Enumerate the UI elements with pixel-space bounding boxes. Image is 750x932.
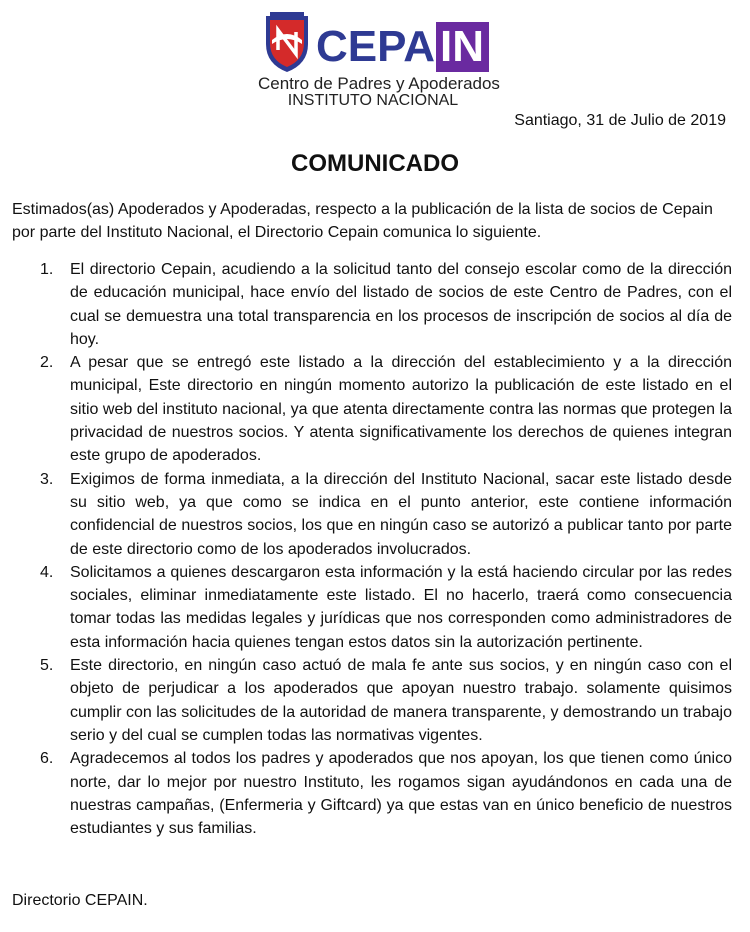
list-item-number: 5. [40, 657, 54, 675]
list-item-number: 2. [40, 354, 54, 372]
document-date: Santiago, 31 de Julio de 2019 [514, 112, 726, 129]
list-item-text: El directorio Cepain, acudiendo a la solicitud tanto del consejo escolar como de la dirección de educación municipal, hace envío del listado de socios de este Centro de Padres, con el cual se demuestra una total transparencia en los procesos de inscripción de socios al día de hoy. [70, 261, 732, 348]
list-item-text: Exigimos de forma inmediata, a la dirección del Instituto Nacional, sacar este listado desde su sitio web, ya que como se indica en el punto anterior, este contiene información confidencial de nuestros socios, los que en ningún caso se autorizó a publicar tanto por parte de este directorio como de los apoderados involucrados. [70, 470, 732, 558]
logo-institution: INSTITUTO NACIONAL [287, 92, 459, 109]
list-item-text: A pesar que se entregó este listado a la dirección del establecimiento y a la dirección municipal, Este directorio en ningún momento autorizo la publicación de este listado en el sitio web del instituto nacional, ya que atenta directamente contra las normas que protegen la privacidad de nuestros socios. Y atenta significativamente los derechos de quienes integran este grupo de apoderados. [70, 354, 732, 465]
list-item [12, 747, 732, 840]
cepain-logo [258, 8, 500, 110]
signature: Directorio CEPAIN. [12, 892, 148, 909]
intro-paragraph: Estimados(as) Apoderados y Apoderadas, respecto a la publicación de la lista de socios de Cepain por parte del Instituto Nacional, el Directorio Cepain comunica lo siguiente. [12, 201, 713, 241]
list-item [12, 561, 732, 654]
list-item [12, 258, 732, 351]
shield-crest-icon [262, 10, 312, 74]
logo-wordmark-cepa: CEPA [316, 22, 435, 71]
list-item-number: 6. [40, 750, 54, 768]
document-title: COMUNICADO [291, 150, 459, 177]
logo-wordmark-in: IN [436, 22, 489, 72]
list-item [12, 351, 732, 467]
list-item-number: 1. [40, 261, 54, 278]
logo-wordmark [316, 22, 489, 72]
list-item [12, 468, 732, 561]
list-item-text: Este directorio, en ningún caso actuó de mala fe ante sus socios, y en ningún caso con el objeto de perjudicar a los apoderados que apoyan nuestro trabajo. solamente quisimos cumplir con las solicitudes de la autoridad de manera transparente, y demostrando un trabajo serio y del cual se cumplen todas las normativas vigentes. [70, 657, 732, 744]
list-item-text: Agradecemos al todos los padres y apoderados que nos apoyan, los que tienen como único norte, dar lo mejor por nuestro Instituto, les rogamos sigan ayudándonos en cada una de nuestras campañas, (Enfermeria y Giftcard) ya que estas van en único beneficio de nuestros estudiantes y sus familias. [70, 750, 732, 838]
list-item [12, 654, 732, 747]
list-item-number: 3. [40, 470, 54, 488]
list-item-text: Solicitamos a quienes descargaron esta información y la está haciendo circular por las redes sociales, eliminar inmediatamente este listado. El no hacerlo, traerá como consecuencia tomar todas las medidas legales y jurídicas que nos corresponden como administradores de esta información hacia quienes tengan estos datos sin la autorización pertinente. [70, 563, 732, 651]
list-item-number: 4. [40, 563, 54, 581]
logo-subtitle: Centro de Padres y Apoderados [258, 74, 500, 93]
numbered-list [12, 258, 732, 840]
